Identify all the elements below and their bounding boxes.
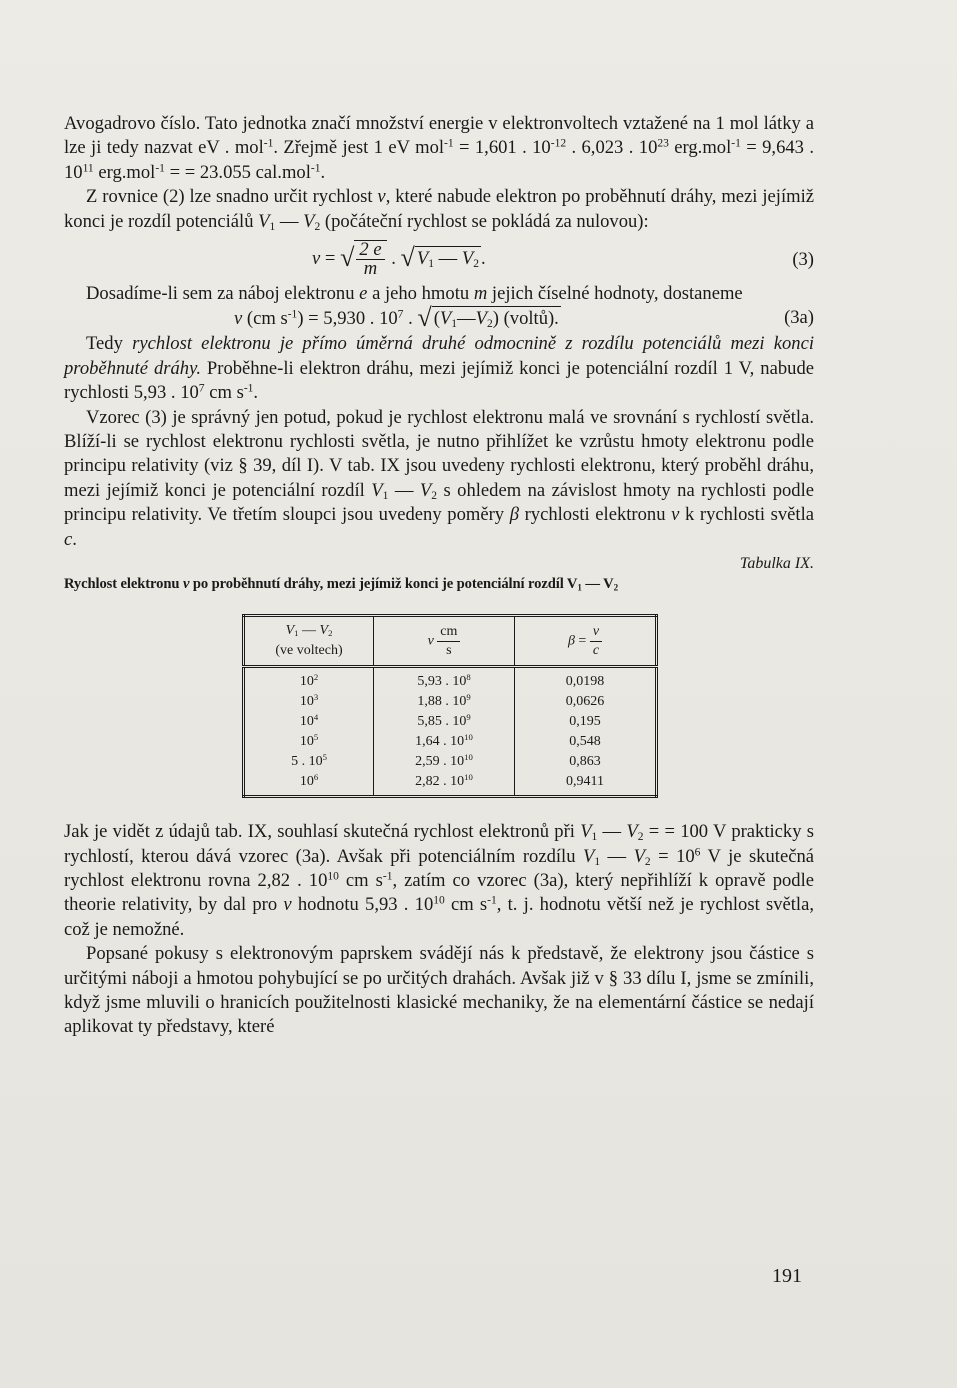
page-text [64,112,814,1040]
equation-3-number: (3) [792,249,814,271]
equation-3 [64,234,814,282]
table-label: Tabulka IX. [739,555,814,573]
paragraph-6: Jak je vidět z údajů tab. IX, souhlasí skutečná rychlost elektronů při $V_1$ — $V_2$ = = 100 V prakticky s rychlostí, kterou dává vzorec (3a). Avšak při potenciálním rozdílu $V_1$ — $V_2 = 10^6$ V je skutečná rychlost elektronu rovna 2,82 . $10^{10}$ cm $s^{-1}$, zatím co vzorec (3a), který nepřihlíží k opravě podle theorie relativity, by dal pro v hodnotu 5,93 . $10^{10}$ cm $s^{-1}$, t. j. hodnotu větší než je rychlost světla, což je nemožné. [64,821,815,940]
page-number: 191 [772,1265,802,1287]
paragraph-2: Z rovnice (2) lze snadno určit rychlost v, které nabude elektron po proběhnutí dráhy, mezi jejímiž konci je rozdíl potenciálů $V_1$ — $V_2$ (počáteční rychlost se pokládá za nulovou): [64,186,814,233]
table-ix [242,614,658,798]
equation-3a-formula: v (cm $s^{-1}) = 5,930$ . $10^7$ . √ $(V_1—V_2)$ (voltů). [234,303,559,333]
paragraph-3: Dosadíme-li sem za náboj elektronu e a jeho hmotu m jejich číselné hodnoty, dostaneme [86,283,743,305]
paragraph-7: Popsané pokusy s elektronovým paprskem svádějí nás k představě, že elektrony jsou částice s určitými náboji a hmotou pohybující se po určitých drahách. Avšak již v § 33 dílu I, jsme se zmínili, když jsme mluvili o hranicích použitelnosti klasické mechaniky, že na elementární částice se nedají aplikovat ty představy, které [64,943,814,1038]
table-title: Rychlost elektronu v po proběhnutí dráhy, mezi jejímiž konci je potenciální rozdíl $V_1$ — $V_2$ [64,576,619,593]
header-velocity: v $\frac{cm}{s}$ [374,616,515,667]
equation-3a-number: (3a) [784,307,814,329]
table-row: $10^2$ 5,93 . $10^8$ 0,0198 [244,667,657,693]
table-row: $10^3$ 1,88 . $10^9$ 0,0626 [244,692,657,712]
table-row: $10^4$ 5,85 . $10^9$ 0,195 [244,712,657,732]
sqrt-symbol: √ [340,242,355,272]
sqrt-symbol: √ [417,303,432,333]
paragraph-4: Tedy rychlost elektronu je přímo úměrná druhé odmocnině z rozdílu potenciálů mezi konci proběhnuté dráhy. Proběhne-li elektron dráhu, mezi jejímiž konci je potenciální rozdíl 1 V, nabude rychlosti 5,93 . $10^7$ cm $s^{-1}$. [64,333,814,404]
header-potential-difference: $V_1$ — $V_2$ (ve voltech) [244,616,374,667]
paragraph-1: Avogadrovo číslo. Tato jednotka značí množství energie v elektronvoltech vztažené na 1 mol látky a lze ji tedy nazvat eV . mol$^{-1}$. Zřejmě jest 1 eV mol$^{-1}$ = 1,601 . $10^{-12}$ . 6,023 . $10^{23}$ erg.mol$^{-1}$ = 9,643 . $10^{11}$ erg.mol$^{-1}$ = = 23.055 cal.mol$^{-1}$. [64,113,814,183]
sqrt-symbol: √ [400,242,415,272]
equation-3a [64,303,814,333]
paragraph-5: Vzorec (3) je správný jen potud, pokud je rychlost elektronu malá ve srovnání s rychlostí světla. Blíží-li se rychlost elektronu rychlosti světla, je nutno přihlížet ke vzrůstu hmoty elektronu podle principu relativity (viz § 39, díl I). V tab. IX jsou uvedeny rychlosti elektronu, který proběhl dráhu, mezi jejímiž konci je potenciální rozdíl $V_1$ — $V_2$ s ohledem na závislost hmoty na rychlosti podle principu relativity. Ve třetím sloupci jsou uvedeny poměry β rychlosti elektronu v k rychlosti světla c. [64,406,814,550]
table-row: $10^5$ 1,64 . $10^{10}$ 0,548 [244,732,657,752]
table-header-row [244,616,657,667]
table-row: 5 . $10^5$ 2,59 . $10^{10}$ 0,863 [244,752,657,772]
table-row: $10^6$ 2,82 . $10^{10}$ 0,9411 [244,772,657,797]
header-beta: β = $\frac{v}{c}$ [515,616,657,667]
equation-3-formula: v = √ $\frac{2 e}{m}$ . √ $V_1$ — $V_2$ . [312,239,486,280]
